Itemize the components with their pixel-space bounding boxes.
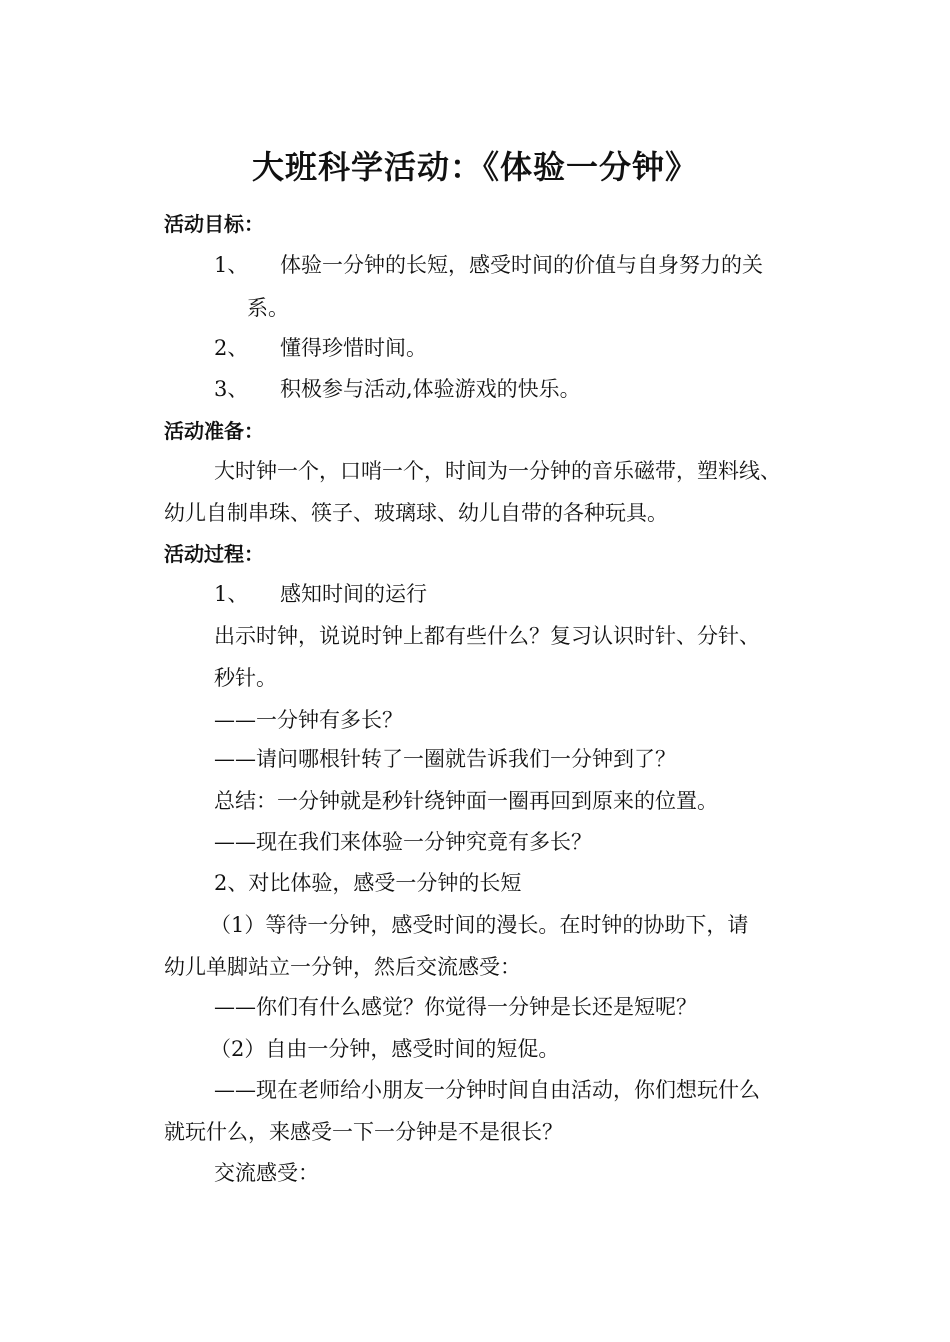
prep-line-1: 大时钟一个，口哨一个，时间为一分钟的音乐磁带，塑料线、 [214,459,781,483]
process-line-7: 2、对比体验，感受一分钟的长短 [214,871,522,895]
process-step-1-number: 1、 [214,582,249,606]
process-line-13: 就玩什么，来感受一下一分钟是不是很长？ [164,1120,563,1144]
process-heading: 活动过程： [164,542,264,566]
process-line-1: 出示时钟，说说时钟上都有些什么？复习认识时针、分针、 [214,624,760,648]
process-line-9: 幼儿单脚站立一分钟，然后交流感受： [164,955,521,979]
process-line-14: 交流感受： [214,1161,319,1185]
process-line-12: ——现在老师给小朋友一分钟时间自由活动，你们想玩什么 [214,1078,760,1102]
process-step-1 [214,580,427,608]
process-line-10: ——你们有什么感觉？你觉得一分钟是长还是短呢？ [214,995,697,1019]
prep-heading: 活动准备： [164,419,264,443]
goal-item-2 [214,334,427,362]
process-line-11: （2）自由一分钟，感受时间的短促。 [210,1037,560,1061]
goal-item-1-number: 1、 [214,253,249,277]
process-line-5: 总结：一分钟就是秒针绕钟面一圈再回到原来的位置。 [214,789,718,813]
goal-item-3 [214,375,581,403]
process-line-8: （1）等待一分钟，感受时间的漫长。在时钟的协助下，请 [210,913,749,937]
document-title: 大班科学活动：《体验一分钟》 [251,148,698,186]
goals-heading: 活动目标： [164,212,264,236]
goal-item-3-text: 积极参与活动,体验游戏的快乐。 [280,377,581,401]
goal-item-1 [214,251,763,279]
process-line-2: 秒针。 [214,666,277,690]
process-line-3: ——一分钟有多长？ [214,708,403,732]
goal-item-2-text: 懂得珍惜时间。 [280,336,427,360]
process-line-6: ——现在我们来体验一分钟究竟有多长？ [214,830,592,854]
goal-item-1-continuation: 系。 [247,296,289,320]
process-line-4: ——请问哪根针转了一圈就告诉我们一分钟到了？ [214,747,676,771]
prep-line-2: 幼儿自制串珠、筷子、玻璃球、幼儿自带的各种玩具。 [164,501,668,525]
goal-item-2-number: 2、 [214,336,249,360]
goal-item-1-text: 体验一分钟的长短，感受时间的价值与自身努力的关 [280,253,763,277]
process-step-1-text: 感知时间的运行 [280,582,427,606]
goal-item-3-number: 3、 [214,377,249,401]
